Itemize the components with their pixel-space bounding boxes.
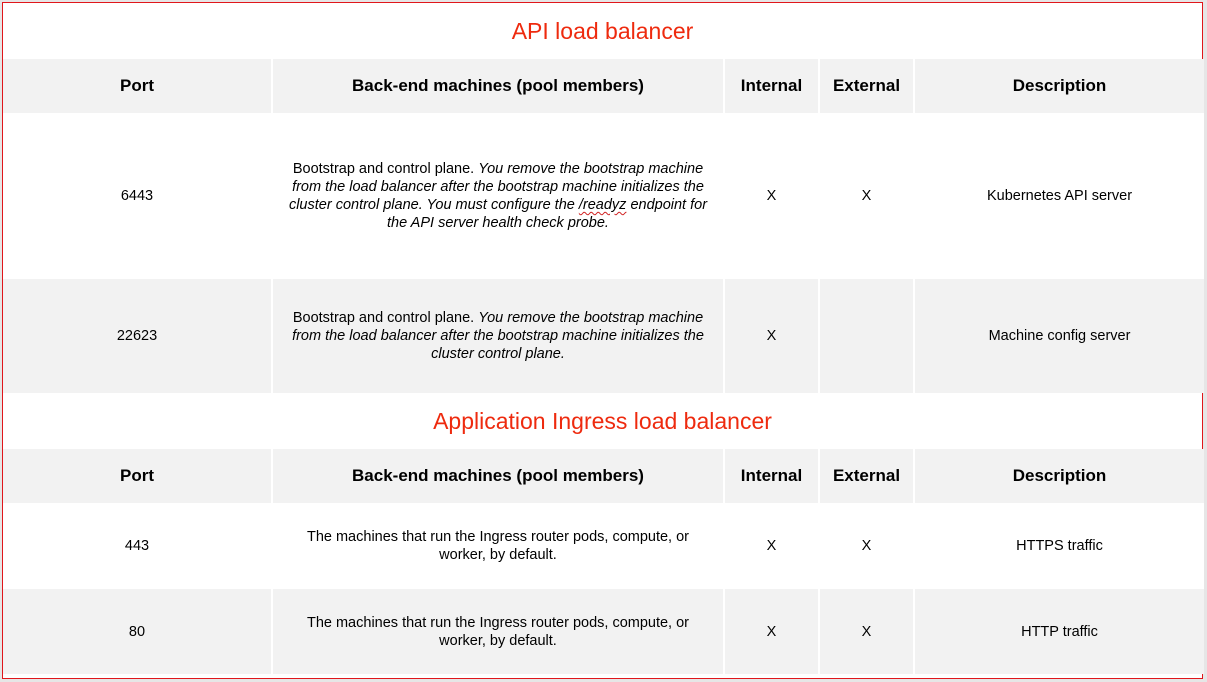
port-cell: 443 [3,503,271,589]
external-cell: X [820,113,913,279]
internal-cell: X [725,279,818,393]
port-cell: 6443 [3,113,271,279]
backend-text: Bootstrap and control plane. [292,161,479,177]
header-backend: Back-end machines (pool members) [273,449,723,503]
backend-cell [273,279,723,393]
header-internal: Internal [725,59,818,113]
section-title-api-lb: API load balancer [511,17,694,44]
backend-cell: The machines that run the Ingress router pods, compute, or worker, by default. [273,503,723,589]
external-cell: X [820,503,913,589]
internal-cell: X [725,113,818,279]
internal-cell: X [725,589,818,674]
api-lb-table [1,59,1206,393]
description-cell: Machine config server [915,279,1204,393]
table-header-row [3,449,1204,503]
description-cell: HTTP traffic [915,589,1204,674]
table-row [3,589,1204,674]
ingress-lb-table [1,449,1206,674]
header-backend: Back-end machines (pool members) [273,59,723,113]
backend-note: You remove the bootstrap machine from the load balancer after the bootstrap machine initializes the cluster control plane. You must configure the [288,161,704,213]
port-cell: 80 [3,589,271,674]
external-cell: X [820,589,913,674]
internal-cell: X [725,503,818,589]
table-header-row [3,59,1204,113]
header-external: External [820,59,913,113]
table-row [3,113,1204,279]
backend-cell [273,113,723,279]
table-row [3,279,1204,393]
backend-cell: The machines that run the Ingress router pods, compute, or worker, by default. [273,589,723,674]
backend-note-end: endpoint for the API server health check probe. [387,197,708,231]
port-cell: 22623 [3,279,271,393]
backend-text: Bootstrap and control plane. [292,310,479,326]
header-port: Port [3,59,271,113]
table-row [3,503,1204,589]
header-description: Description [915,59,1204,113]
description-cell: HTTPS traffic [915,503,1204,589]
endpoint-path: /readyz [578,197,627,213]
header-port: Port [3,449,271,503]
header-internal: Internal [725,449,818,503]
description-cell: Kubernetes API server [915,113,1204,279]
header-external: External [820,449,913,503]
document-frame [2,2,1203,679]
backend-note: You remove the bootstrap machine from the load balancer after the bootstrap machine initializes the cluster control plane. [292,310,704,362]
external-cell [820,279,913,393]
header-description: Description [915,449,1204,503]
section-title-ingress-lb: Application Ingress load balancer [433,407,772,434]
